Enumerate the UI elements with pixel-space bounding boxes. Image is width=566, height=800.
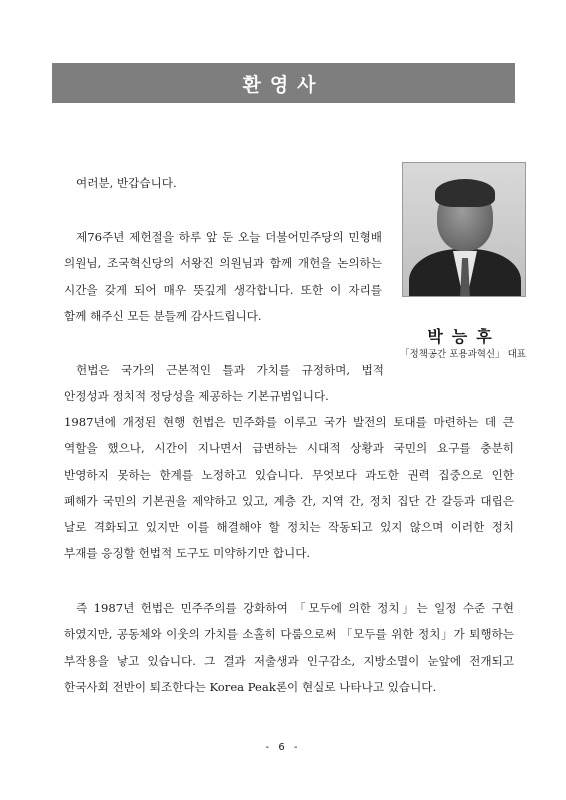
paragraph-2-continued (64, 409, 514, 567)
paragraph-1-line-4: 함께 해주신 모든 분들께 감사드립니다. (64, 308, 262, 323)
page-number: - 6 - (265, 742, 301, 753)
author-name: 박능후 (427, 327, 501, 346)
paragraph-2-line-2: 안정성과 정치적 정당성을 제공하는 기본규범입니다. (64, 389, 329, 404)
paragraph-1 (64, 224, 382, 329)
paragraph-2-line-7: 날로 격화되고 있지만 이를 해결해야 할 정치는 작동되고 있지 않으며 이러한 정치 (64, 520, 514, 535)
paragraph-2 (64, 357, 384, 410)
page-title: 환영사 (242, 73, 325, 96)
page-title-banner (52, 63, 515, 103)
paragraph-3-line-4: 한국사회 전반이 퇴조한다는 Korea Peak론이 현실로 나타나고 있습니다. (64, 679, 437, 694)
paragraph-3-line-1: 즉 1987년 헌법은 민주주의를 강화하여 「모두에 의한 정치」는 일정 수준 구현 (76, 601, 514, 615)
greeting (64, 170, 384, 196)
paragraph-2-line-4: 역할을 했으나, 시간이 지나면서 급변하는 시대적 상황과 국민의 요구를 충분히 (64, 441, 514, 456)
author-affiliation: 「정책공간 포용과혁신」 대표 (400, 349, 526, 360)
paragraph-2-line-3: 1987년에 개정된 현행 헌법은 민주화를 이루고 국가 발전의 토대를 마련하는 데 큰 (64, 415, 514, 429)
paragraph-1-line-3: 시간을 갖게 되어 매우 뜻깊게 생각합니다. 또한 이 자리를 (64, 282, 382, 297)
paragraph-3-line-2: 하였지만, 공동체와 이웃의 가치를 소홀히 다룸으로써 「모두를 위한 정치」가 퇴행하는 (64, 627, 514, 642)
greeting-line: 여러분, 반갑습니다. (76, 176, 177, 190)
paragraph-2-line-5: 반영하지 못하는 한계를 노정하고 있습니다. 무엇보다 과도한 권력 집중으로 인한 (64, 467, 514, 482)
paragraph-2-line-6: 폐해가 국민의 기본권을 제약하고 있고, 계층 간, 지역 간, 정치 집단 간 갈등과 대립은 (64, 493, 514, 508)
paragraph-1-line-1: 제76주년 제헌절을 하루 앞 둔 오늘 더불어민주당의 민형배 (76, 230, 382, 244)
paragraph-2-line-1: 헌법은 국가의 근본적인 틀과 가치를 규정하며, 법적 (76, 363, 384, 377)
paragraph-3-line-3: 부작용을 낳고 있습니다. 그 결과 저출생과 인구감소, 지방소멸이 눈앞에 전개되고 (64, 653, 514, 668)
paragraph-1-line-2: 의원님, 조국혁신당의 서왕진 의원님과 함께 개헌을 논의하는 (64, 256, 382, 271)
paragraph-3 (64, 595, 514, 700)
author-photo (403, 163, 525, 296)
paragraph-2-line-8: 부재를 응징할 헌법적 도구도 미약하기만 합니다. (64, 546, 311, 561)
